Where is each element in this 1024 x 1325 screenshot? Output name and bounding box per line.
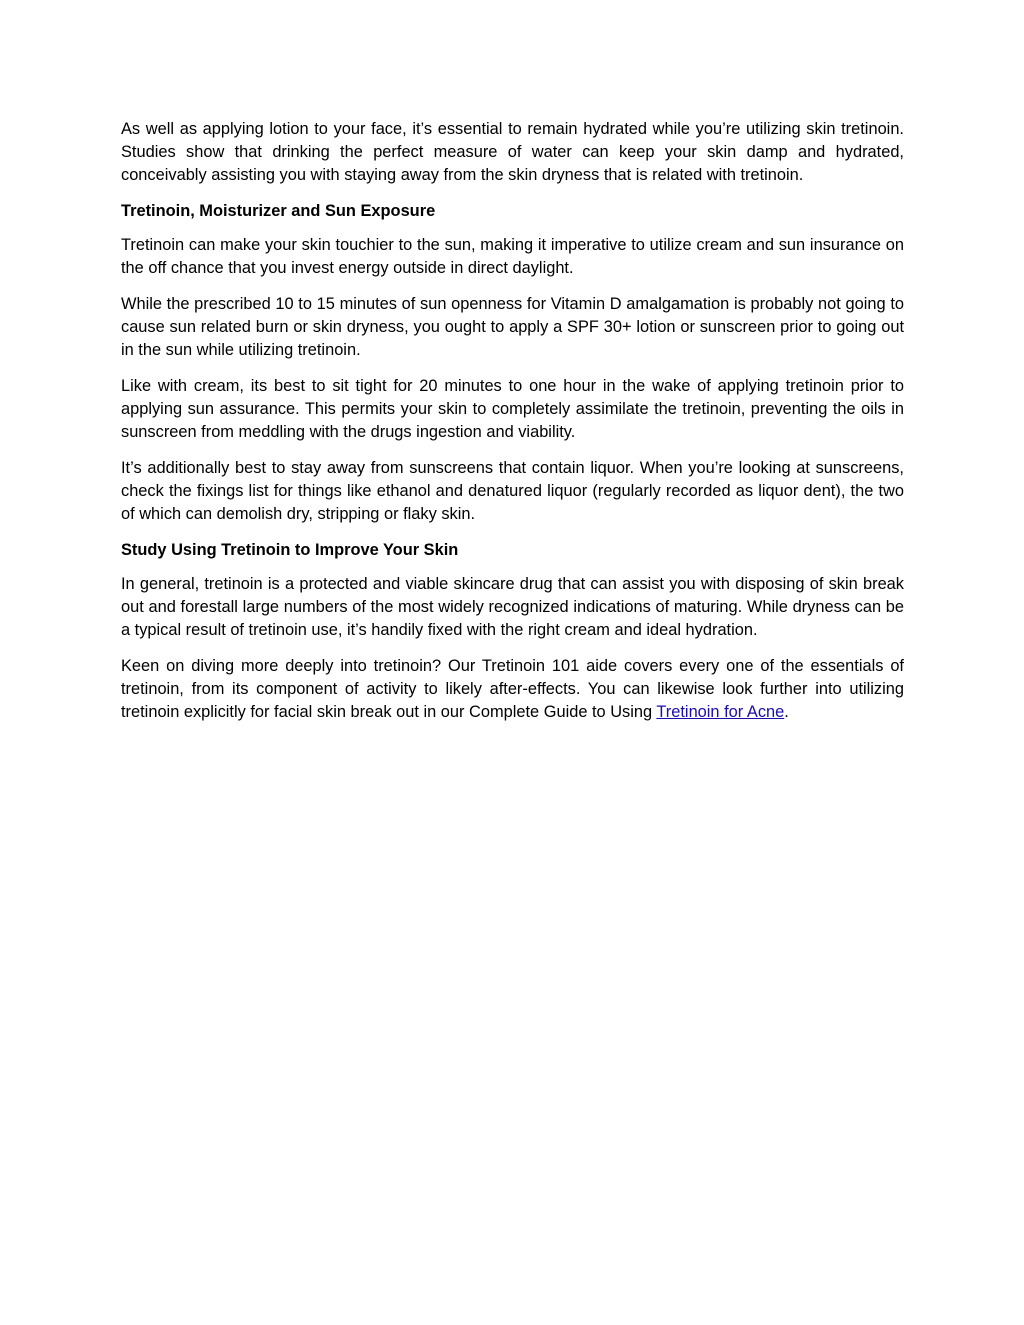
paragraph-learn-more-period: . [784, 703, 789, 721]
paragraph-wait-time: Like with cream, its best to sit tight for 20 minutes to one hour in the wake of applying tretinoin prior to applying sun assurance. This permits your skin to completely assimilate the tretinoin, preventing the oils in sunscreen from meddling with the drugs ingestion and viability. [121, 377, 904, 441]
paragraph-hydration: As well as applying lotion to your face, it’s essential to remain hydrated while you’re utilizing skin tretinoin. Studies show that drinking the perfect measure of water can keep your skin damp and hydrated, conceivably assisting you with staying away from the skin dryness that is related with tretinoin. [121, 120, 904, 184]
paragraph-general: In general, tretinoin is a protected and viable skincare drug that can assist you with disposing of skin break out and forestall large numbers of the most widely recognized indications of maturing. While dryness can be a typical result of tretinoin use, it’s handily fixed with the right cream and ideal hydration. [121, 575, 904, 639]
heading-study-tretinoin: Study Using Tretinoin to Improve Your Skin [121, 541, 459, 559]
paragraph-sun-sensitivity: Tretinoin can make your skin touchier to the sun, making it imperative to utilize cream and sun insurance on the off chance that you invest energy outside in direct daylight. [121, 236, 904, 277]
heading-sun-exposure: Tretinoin, Moisturizer and Sun Exposure [121, 202, 436, 220]
paragraph-learn-more-text: Keen on diving more deeply into tretinoin? Our Tretinoin 101 aide covers every one of the essentials of tretinoin, from its component of activity to likely after-effects. You can likewise look further into utilizing tretinoin explicitly for facial skin break out in our Complete Guide to Using [121, 657, 904, 721]
paragraph-spf: While the prescribed 10 to 15 minutes of sun openness for Vitamin D amalgamation is probably not going to cause sun related burn or skin dryness, you ought to apply a SPF 30+ lotion or sunscreen prior to going out in the sun while utilizing tretinoin. [121, 295, 904, 359]
document-page [121, 118, 904, 737]
paragraph-alcohol-sunscreen: It’s additionally best to stay away from sunscreens that contain liquor. When you’re looking at sunscreens, check the fixings list for things like ethanol and denatured liquor (regularly recorded as liquor dent), the two of which can demolish dry, stripping or flaky skin. [121, 459, 904, 523]
paragraph-learn-more [121, 655, 904, 724]
tretinoin-for-acne-link[interactable]: Tretinoin for Acne [656, 703, 785, 721]
